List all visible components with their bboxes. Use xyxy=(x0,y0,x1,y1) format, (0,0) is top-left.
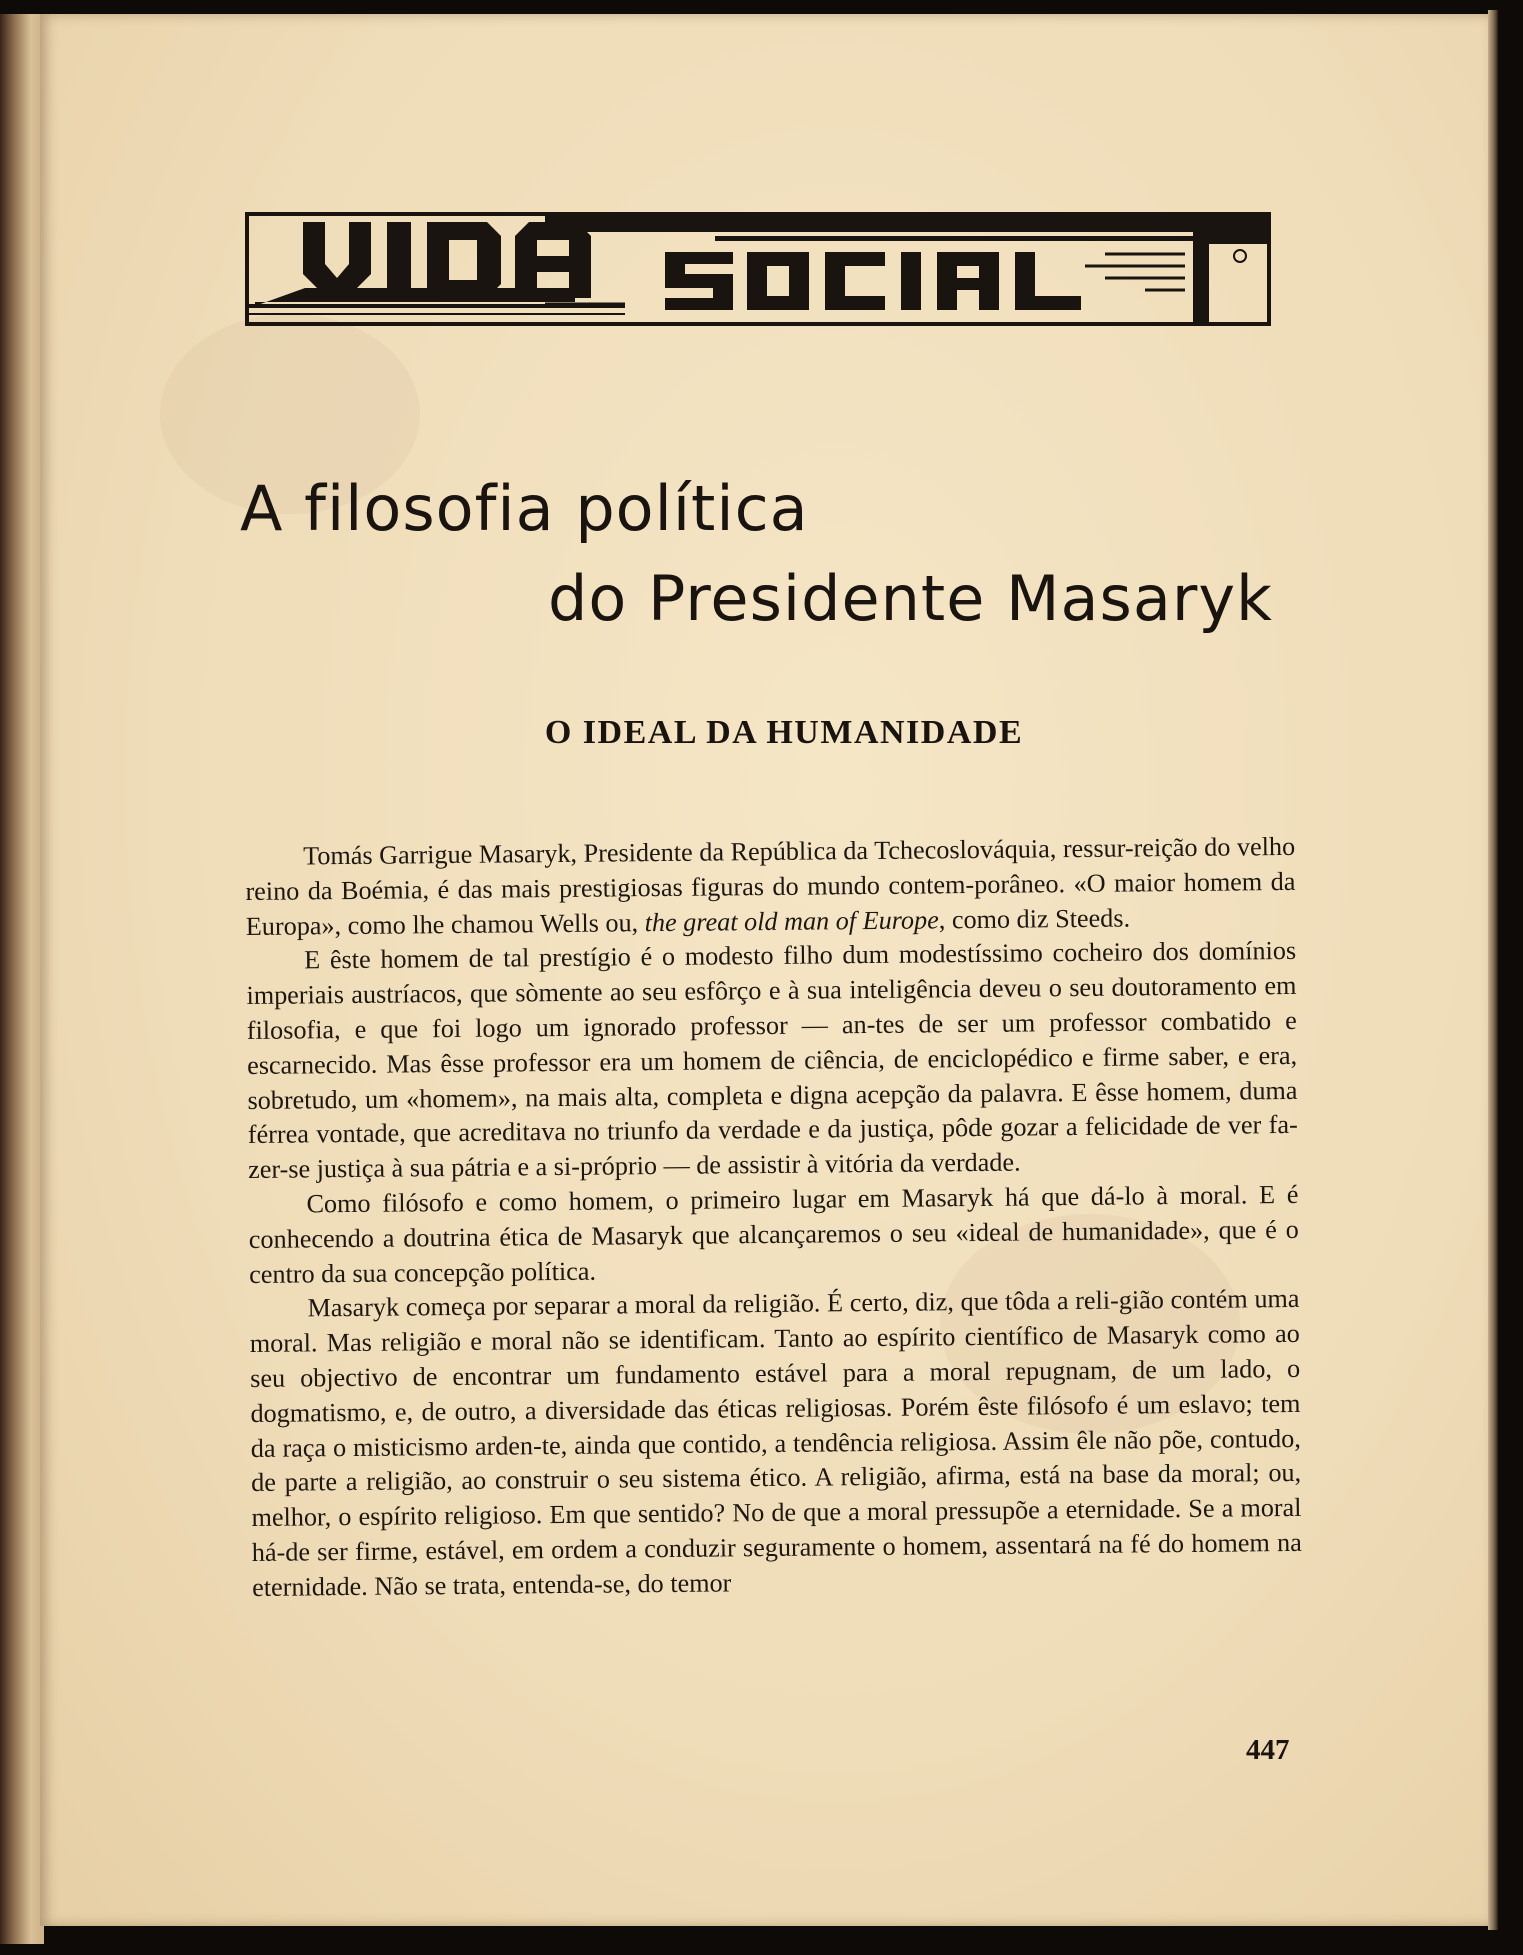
paragraph-1-text: Tomás Garrigue Masaryk, Presidente da República da Tchecoslováquia, ressur-reição do velho reino da Boémia, é das mais prestigiosas figuras do mundo contem-porâneo. «O maior homem da Europa», como lhe chamou Wells ou, xyxy=(245,831,1296,941)
paragraph-1 xyxy=(245,830,1296,944)
paragraph-4: Masaryk começa por separar a moral da religião. É certo, diz, que tôda a reli-gião contém uma moral. Mas religião e moral não se identificam. Tanto ao espírito científico de Masaryk como ao seu objectivo de encontrar um fundamento estável para a moral repugnam, de um lado, o dogmatismo, e, de outro, a diversidade das éticas religiosas. Porém êste filósofo é um eslavo; tem da raça o misticismo arden-te, ainda que contido, a tendência religiosa. Assim êle não põe, contudo, de parte a religião, ao construir o seu sistema ético. A religião, afirma, está na base da moral; ou, melhor, o espírito religioso. Em que sentido? No de que a moral pressupõe a eternidade. Se a moral há-de ser firme, estável, em ordem a conduzir seguramente o homem, assentará na fé do homem na eternidade. Não se trata, entenda-se, do temor xyxy=(249,1284,1302,1602)
book-spine xyxy=(0,14,44,1944)
page-number: 447 xyxy=(1246,1734,1290,1766)
masthead-vida-social xyxy=(245,194,1275,344)
masthead-logo-icon xyxy=(245,194,1275,344)
paragraph-1-italic: the great old man of Europe xyxy=(644,904,939,937)
paragraph-3: Como filósofo e como homem, o primeiro lugar em Masaryk há que dá-lo à moral. E é conhecendo a doutrina ética de Masaryk que alcançaremos o seu «ideal de humanidade», que é o centro da sua concepção política. xyxy=(248,1179,1299,1289)
article-body xyxy=(245,830,1302,1606)
paragraph-2: E êste homem de tal prestígio é o modesto filho dum modestíssimo cocheiro dos domínios imperiais austríacos, que sòmente ao seu esfôrço e à sua inteligência deveu o seu doutoramento em filosofia, e que foi logo um ignorado professor — an-tes de ser um professor combatido e escarnecido. Mas êsse professor era um homem de ciência, de enciclopédico e firme saber, e era, sobretudo, um «homem», na mais alta, completa e digna acepção da palavra. E êsse homem, duma férrea vontade, que acreditava no triunfo da verdade e da justiça, pôde gozar a felicidade de ver fa-zer-se justiça à sua pátria e a si-próprio — de assistir à vitória da verdade. xyxy=(246,936,1298,1185)
article-title-line-1: A filosofia política xyxy=(240,472,809,545)
article-title-line-2: do Presidente Masaryk xyxy=(548,562,1273,635)
page-edge xyxy=(1488,10,1498,1930)
page-sheet xyxy=(40,14,1488,1926)
paragraph-1-end: , como diz Steeds. xyxy=(938,903,1131,934)
article-subtitle: O IDEAL DA HUMANIDADE xyxy=(544,714,1024,751)
